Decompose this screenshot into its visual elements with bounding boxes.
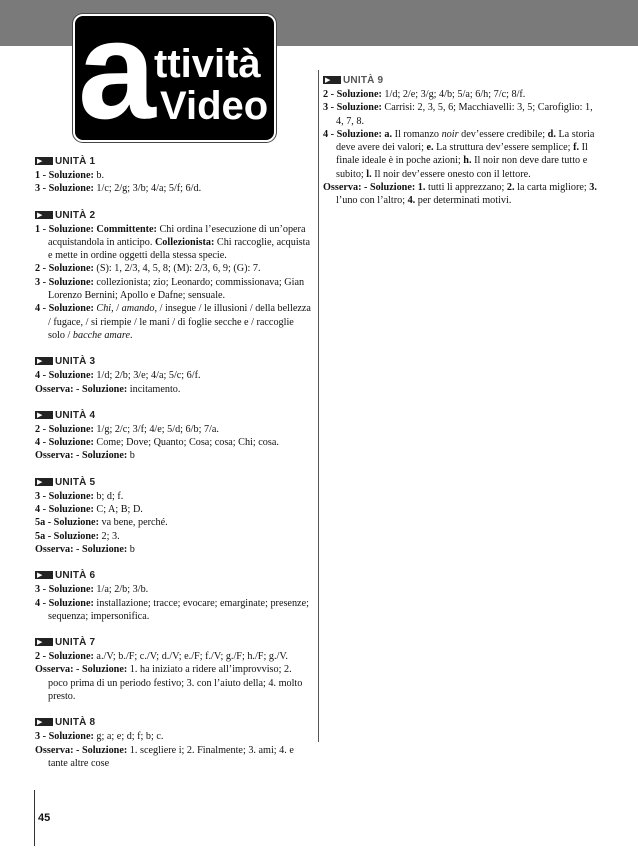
unit-heading — [35, 716, 313, 729]
entry-text: 2; 3. — [98, 530, 120, 542]
entry-text: Osserva: - Soluzione: — [35, 383, 128, 395]
right-column — [323, 74, 601, 221]
entry-text: Chi raccoglie, acquista e mette in ordine oggetti della stessa specie. — [48, 236, 310, 262]
entry-text: 3 - Soluzione: — [35, 490, 94, 502]
entry-text: 1/c; 2/g; 3/b; 4/a; 5/f; 6/d. — [93, 183, 202, 195]
heading-arrow-icon: ▶ — [325, 76, 331, 84]
solution-entry — [35, 302, 313, 342]
heading-arrow-icon: ▶ — [37, 571, 43, 580]
entry-text: Il romanzo — [392, 128, 442, 140]
left-column — [35, 155, 313, 783]
solution-entry — [323, 101, 601, 128]
entry-text: 1/g; 2/c; 3/f; 4/e; 5/d; 6/b; 7/a. — [93, 423, 219, 435]
entry-text: a./V; b./F; c./V; d./V; e./F; f./V; g./F; h./F; g./V. — [93, 651, 288, 663]
unit-heading — [35, 409, 313, 422]
unit-section — [35, 209, 313, 343]
entry-text: installazione; tracce; evocare; emarginate; presenze; sequenza; impersonifica. — [48, 597, 309, 622]
unit-section — [35, 355, 313, 396]
solution-entry — [35, 383, 313, 396]
heading-arrow-icon: ▶ — [37, 638, 43, 647]
entry-text: Chi — [96, 303, 112, 315]
solution-entry — [323, 128, 601, 181]
solution-entry — [35, 503, 313, 516]
unit-heading-label: UNITÀ 8 — [55, 717, 96, 729]
entry-text: l’uno con l’altro; — [336, 195, 408, 207]
unit-section — [35, 716, 313, 770]
entry-text: 3. — [589, 182, 597, 194]
unit-heading-label: UNITÀ 2 — [55, 209, 96, 221]
entry-text: 3 - Soluzione: — [35, 584, 94, 596]
solution-entry — [35, 597, 313, 624]
entry-text: 1. scegliere i; 2. Finalmente; 3. ami; 4. e tante altre cose — [48, 744, 294, 769]
unit-section — [35, 636, 313, 703]
heading-arrow-icon: ▶ — [37, 157, 43, 165]
entry-text: 4. — [407, 195, 416, 207]
unit-heading-label: UNITÀ 7 — [55, 637, 96, 649]
entry-text: C; A; B; D. — [93, 504, 143, 516]
solution-entry — [35, 744, 313, 771]
entry-text: f. — [573, 142, 580, 154]
unit-heading — [323, 74, 601, 87]
solution-entry — [35, 369, 313, 382]
entry-text: Osserva: - Soluzione: — [35, 543, 128, 555]
entry-text: 3 - Soluzione: — [35, 731, 94, 743]
entry-text: la carta migliore; — [514, 182, 590, 194]
unit-section — [323, 74, 601, 208]
unit-section — [35, 476, 313, 556]
column-divider — [318, 70, 319, 742]
unit-heading-label: UNITÀ 3 — [55, 356, 96, 368]
heading-arrow-icon: ▶ — [37, 410, 43, 419]
unit-heading-label: UNITÀ 9 — [343, 75, 384, 86]
entry-text: 4 - Soluzione: — [35, 437, 94, 449]
solution-entry — [35, 436, 313, 449]
unit-heading — [35, 355, 313, 368]
entry-text: Come; Dove; Quanto; Cosa; cosa; Chi; cosa. — [93, 437, 279, 449]
entry-text: Il noir dev’essere onesto con il lettore. — [371, 168, 531, 180]
entry-text: 3 - Soluzione: — [35, 276, 94, 288]
solution-entry — [35, 730, 313, 743]
entry-text: , / insegue / le illusioni / della bellezza / fugace, / si riempie / le mani / di foglie secche e / raccoglie solo / — [48, 303, 311, 341]
solution-entry — [35, 530, 313, 543]
entry-text: Osserva: - Soluzione: — [35, 664, 128, 676]
entry-text: d. — [547, 128, 556, 140]
unit-heading-label: UNITÀ 6 — [55, 570, 96, 582]
solution-entry — [35, 583, 313, 596]
entry-text: 3 - Soluzione: — [323, 102, 382, 114]
entry-text: b. — [93, 170, 105, 181]
solution-entry — [35, 449, 313, 462]
heading-arrow-icon: ▶ — [37, 718, 43, 727]
solution-entry — [323, 88, 601, 101]
heading-arrow-icon: ▶ — [37, 477, 43, 486]
entry-text: Collezionista: — [154, 236, 215, 248]
entry-text: Osserva: - Soluzione: 1. — [323, 182, 426, 194]
unit-heading — [35, 476, 313, 489]
logo-title-line2: Video — [160, 84, 269, 128]
entry-text: Chi ordina l’esecuzione di un’opera acquistandola in anticipo. — [48, 223, 306, 248]
entry-text: 1. ha iniziato a ridere all’improvviso; 2. poco prima di un periodo festivo; 3. con l’aiuto della; 4. molto presto. — [48, 664, 303, 703]
entry-text: 2 - Soluzione: — [35, 651, 94, 663]
unit-heading-label: UNITÀ 4 — [55, 409, 96, 421]
entry-text: Osserva: - Soluzione: — [35, 450, 128, 462]
solution-entry — [35, 276, 313, 303]
entry-text: va bene, perché. — [98, 517, 168, 529]
entry-text: 2 - Soluzione: — [35, 263, 94, 275]
solution-entry — [35, 650, 313, 663]
entry-text: 4 - Soluzione: — [35, 370, 94, 382]
unit-heading — [35, 155, 313, 168]
unit-heading — [35, 209, 313, 222]
entry-text: g; a; e; d; f; b; c. — [93, 731, 164, 743]
solution-entry — [35, 543, 313, 556]
entry-text: La storia deve avere dei valori; — [336, 128, 595, 154]
entry-text: Osserva: - Soluzione: — [35, 744, 128, 756]
entry-text: 1/a; 2/b; 3/b. — [93, 584, 149, 596]
entry-text: , / — [111, 303, 122, 315]
unit-section — [35, 155, 313, 196]
entry-text: l. — [366, 168, 372, 180]
unit-heading — [35, 636, 313, 649]
entry-text: 1 - Soluzione: — [35, 170, 94, 181]
entry-text: 1/d; 2/e; 3/g; 4/b; 5/a; 6/h; 7/c; 8/f. — [381, 89, 526, 100]
entry-text: Il finale ideale è in poche azioni; — [336, 142, 588, 167]
solution-entry — [35, 169, 313, 182]
heading-arrow-icon: ▶ — [37, 357, 43, 366]
entry-text: per determinati motivi. — [415, 195, 512, 207]
solution-entry — [35, 663, 313, 703]
entry-text: collezionista; zio; Leonardo; commissionava; Gian Lorenzo Bernini; Apollo e Dafne; sensuale. — [48, 276, 305, 302]
entry-text: 3 - Soluzione: — [35, 183, 94, 195]
entry-text: h. — [463, 155, 472, 167]
solution-entry — [35, 262, 313, 275]
solution-entry — [35, 223, 313, 263]
entry-text: e. — [426, 142, 434, 154]
entry-text: Carrisi: 2, 3, 5, 6; Macchiavelli: 3, 5; Carofiglio: 1, 4, 7, 8. — [336, 102, 593, 127]
page-number: 45 — [38, 812, 51, 824]
unit-heading-label: UNITÀ 1 — [55, 156, 96, 167]
entry-text: bacche amare — [72, 329, 130, 341]
entry-text: b; d; f. — [93, 490, 124, 502]
entry-text: Il noir non deve dare tutto e subito; — [336, 155, 588, 180]
entry-text: La struttura dev’essere semplice; — [433, 142, 574, 154]
entry-text: 5a - Soluzione: — [35, 530, 99, 542]
entry-text: (S): 1, 2/3, 4, 5, 8; (M): 2/3, 6, 9; (G): 7. — [93, 263, 261, 275]
entry-text: 4 - Soluzione: — [35, 597, 94, 609]
solution-entry — [323, 181, 601, 208]
entry-text: b — [127, 450, 135, 462]
entry-text: 2. — [506, 182, 515, 194]
entry-text: 4 - Soluzione: — [35, 303, 94, 315]
entry-text: 1 - Soluzione: Committente: — [35, 223, 157, 235]
logo-letter: a — [78, 0, 152, 148]
solution-entry — [35, 516, 313, 529]
entry-text: 2 - Soluzione: — [323, 89, 382, 100]
unit-section — [35, 409, 313, 463]
solution-entry — [35, 182, 313, 195]
entry-text: 5a - Soluzione: — [35, 517, 99, 529]
unit-heading-label: UNITÀ 5 — [55, 476, 96, 488]
entry-text: amando — [121, 303, 155, 315]
solution-entry — [35, 423, 313, 436]
heading-arrow-icon: ▶ — [37, 210, 43, 219]
entry-text: noir — [441, 128, 459, 140]
page-number-rule — [34, 790, 35, 846]
entry-text: tutti li apprezzano; — [425, 182, 507, 194]
entry-text: b — [127, 543, 135, 555]
entry-text: incitamento. — [127, 383, 181, 395]
entry-text: 1/d; 2/b; 3/e; 4/a; 5/c; 6/f. — [93, 370, 201, 382]
solution-entry — [35, 490, 313, 503]
entry-text: 2 - Soluzione: — [35, 423, 94, 435]
entry-text: 4 - Soluzione: — [35, 504, 94, 516]
unit-heading — [35, 569, 313, 582]
logo-title-line1: ttività — [154, 42, 261, 86]
unit-section — [35, 569, 313, 623]
entry-text: . — [129, 329, 133, 341]
entry-text: dev’essere credibile; — [458, 128, 548, 140]
entry-text: 4 - Soluzione: a. — [323, 128, 393, 140]
